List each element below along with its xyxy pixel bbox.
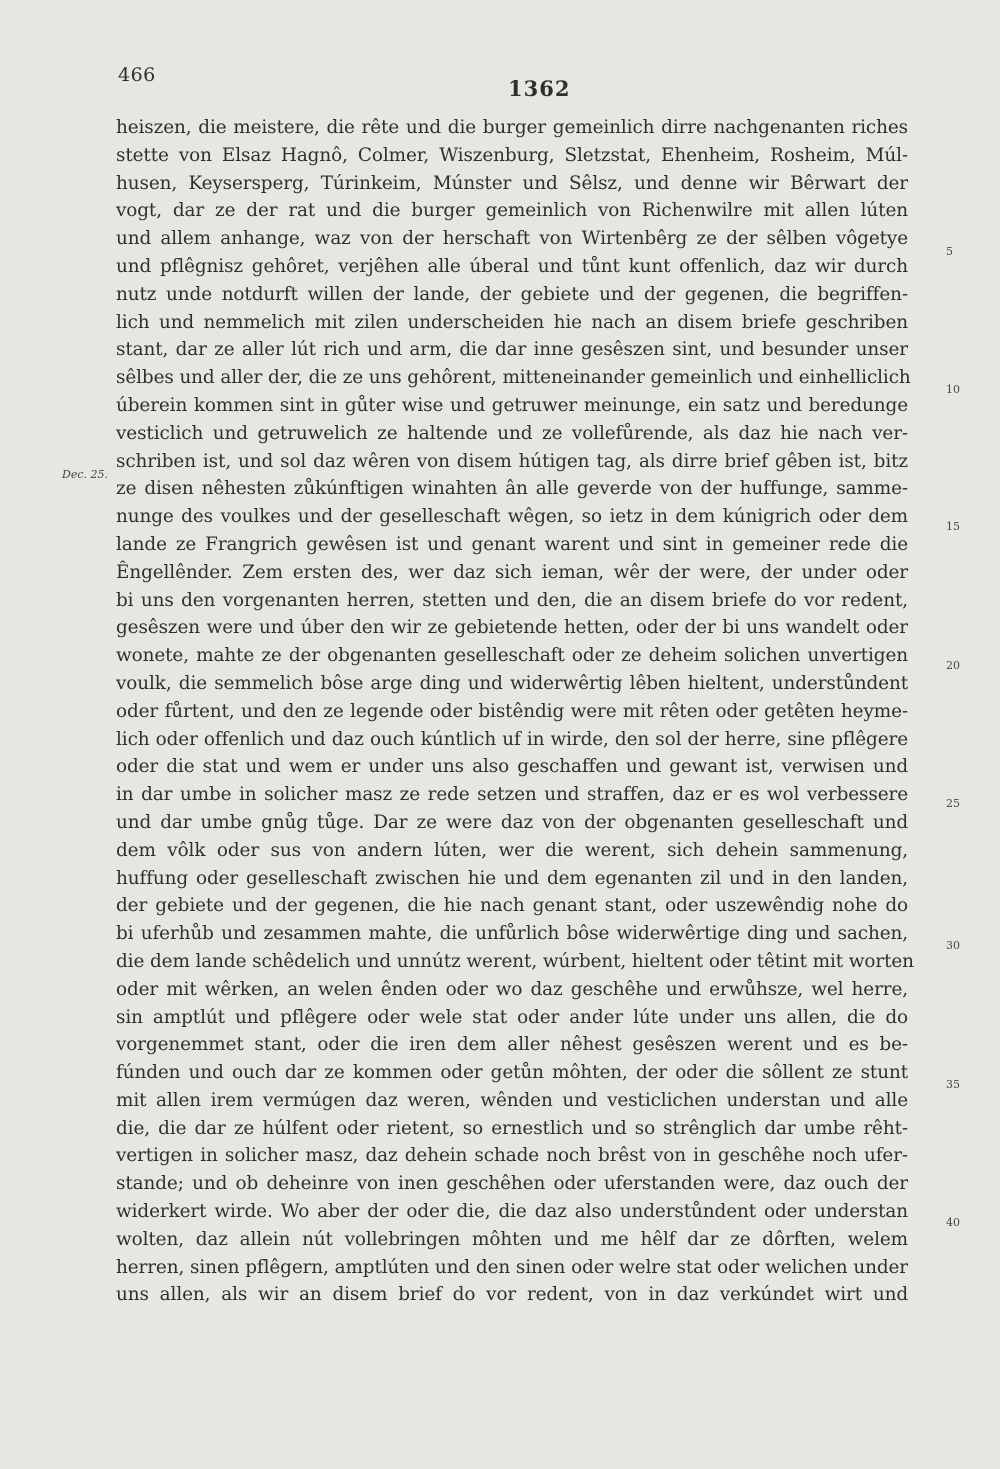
text-line: fúnden und ouch dar ze kommen oder getůn môhten, der oder die sôllent ze stunt <box>116 1062 908 1084</box>
page-number: 466 <box>118 64 156 86</box>
text-line: sêlbes und aller der, die ze uns gehôrent, mitteneinander gemeinlich und einhelliclich <box>116 367 911 389</box>
text-line: lande ze Frangrich gewêsen ist und genant warent und sint in gemeiner rede die <box>116 533 908 555</box>
line-number: 5 <box>946 245 953 258</box>
text-line: stette von Elsaz Hagnô, Colmer, Wiszenburg, Sletzstat, Ehenheim, Rosheim, Múl- <box>116 144 908 166</box>
text-line: dem vôlk oder sus von andern lúten, wer die werent, sich dehein sammenung, <box>116 839 908 861</box>
line-number: 30 <box>946 939 960 952</box>
margin-date-note: Dec. 25. <box>62 468 108 481</box>
body-text <box>116 114 914 1309</box>
text-line: bi uns den vorgenanten herren, stetten und den, die an disem briefe do vor redent, <box>116 589 908 611</box>
text-line: vogt, dar ze der rat und die burger gemeinlich von Richenwilre mit allen lúten <box>116 200 908 222</box>
text-line: Êngellênder. Zem ersten des, wer daz sich ieman, wêr der were, der under oder <box>116 561 908 583</box>
text-line: oder mit wêrken, an welen ênden oder wo daz geschêhe und erwůhsze, wel herre, <box>116 978 908 1000</box>
text-line: lich oder offenlich und daz ouch kúntlich uf in wirde, den sol der herre, sine pflêgere <box>116 728 908 750</box>
text-line: uns allen, als wir an disem brief do vor redent, von in daz verkúndet wirt und <box>116 1284 908 1306</box>
line-number: 25 <box>946 797 960 810</box>
text-line: oder die stat und wem er under uns also geschaffen und gewant ist, verwisen und <box>116 756 908 778</box>
text-line: herren, sinen pflêgern, amptlúten und den sinen oder welre stat oder welichen under <box>116 1256 908 1278</box>
text-line: ze disen nêhesten zůkúnftigen winahten ân alle geverde von der huffunge, samme- <box>116 478 908 500</box>
line-number: 10 <box>946 383 960 396</box>
text-line: vorgenemmet stant, oder die iren dem aller nêhest gesêszen werent und es be- <box>116 1034 908 1056</box>
text-line: und dar umbe gnůg tůge. Dar ze were daz von der obgenanten geselleschaft und <box>116 811 908 833</box>
text-line: husen, Keysersperg, Túrinkeim, Múnster und Sêlsz, und denne wir Bêrwart der <box>116 172 908 194</box>
text-line: stant, dar ze aller lút rich und arm, die dar inne gesêszen sint, und besunder unser <box>116 339 908 361</box>
line-number: 20 <box>946 659 960 672</box>
text-line: lich und nemmelich mit zilen underscheiden hie nach an disem briefe geschriben <box>116 311 908 333</box>
text-line: widerkert wirde. Wo aber der oder die, die daz also understůndent oder understan <box>116 1201 908 1223</box>
text-line: nutz unde notdurft willen der lande, der gebiete und der gegenen, die begriffen- <box>116 283 908 305</box>
text-line: nunge des voulkes und der geselleschaft wêgen, so ietz in dem kúnigrich oder dem <box>116 506 908 528</box>
text-line: wonete, mahte ze der obgenanten geselleschaft oder ze deheim solichen unvertigen <box>116 645 908 667</box>
running-head-year: 1362 <box>508 76 571 101</box>
text-line: die, die dar ze húlfent oder rietent, so ernestlich und so strênglich dar umbe rêht- <box>116 1117 908 1139</box>
text-line: der gebiete und der gegenen, die hie nach genant stant, oder uszewêndig nohe do <box>116 895 908 917</box>
text-line: oder fůrtent, und den ze legende oder bistêndig were mit rêten oder getêten heyme- <box>116 700 908 722</box>
text-line: voulk, die semmelich bôse arge ding und widerwêrtig lêben hieltent, understůndent <box>116 672 908 694</box>
line-number: 35 <box>946 1078 960 1091</box>
text-line: die dem lande schêdelich und unnútz werent, wúrbent, hieltent oder têtint mit worten <box>116 950 914 972</box>
text-line: und pflêgnisz gehôret, verjêhen alle úberal und tůnt kunt offenlich, daz wir durch <box>116 255 908 277</box>
line-number: 40 <box>946 1216 960 1229</box>
text-line: in dar umbe in solicher masz ze rede setzen und straffen, daz er es wol verbessere <box>116 784 908 806</box>
text-line: vesticlich und getruwelich ze haltende und ze vollefůrende, als daz hie nach ver- <box>116 422 908 444</box>
text-line: vertigen in solicher masz, daz dehein schade noch brêst von in geschêhe noch ufer- <box>116 1145 908 1167</box>
text-line: sin amptlút und pflêgere oder wele stat oder ander lúte under uns allen, die do <box>116 1006 908 1028</box>
text-line: wolten, daz allein nút vollebringen môhten und me hêlf dar ze dôrften, welem <box>116 1228 908 1250</box>
text-line: und allem anhange, waz von der herschaft von Wirtenbêrg ze der sêlben vôgetye <box>116 228 908 250</box>
text-line: mit allen irem vermúgen daz weren, wênden und vesticlichen understan und alle <box>116 1089 908 1111</box>
text-line: bi uferhůb und zesammen mahte, die unfůrlich bôse widerwêrtige ding und sachen, <box>116 923 908 945</box>
text-line: úberein kommen sint in gůter wise und getruwer meinunge, ein satz und beredunge <box>116 394 908 416</box>
line-number: 15 <box>946 520 960 533</box>
text-line: stande; und ob deheinre von inen geschêhen oder uferstanden were, daz ouch der <box>116 1173 908 1195</box>
text-line: huffung oder geselleschaft zwischen hie und dem egenanten zil und in den landen, <box>116 867 908 889</box>
text-line: schriben ist, und sol daz wêren von disem hútigen tag, als dirre brief gêben ist, bitz <box>116 450 908 472</box>
text-line: heiszen, die meistere, die rête und die burger gemeinlich dirre nachgenanten riches <box>116 117 908 138</box>
text-line: gesêszen were und úber den wir ze gebietende hetten, oder der bi uns wandelt oder <box>116 617 908 639</box>
